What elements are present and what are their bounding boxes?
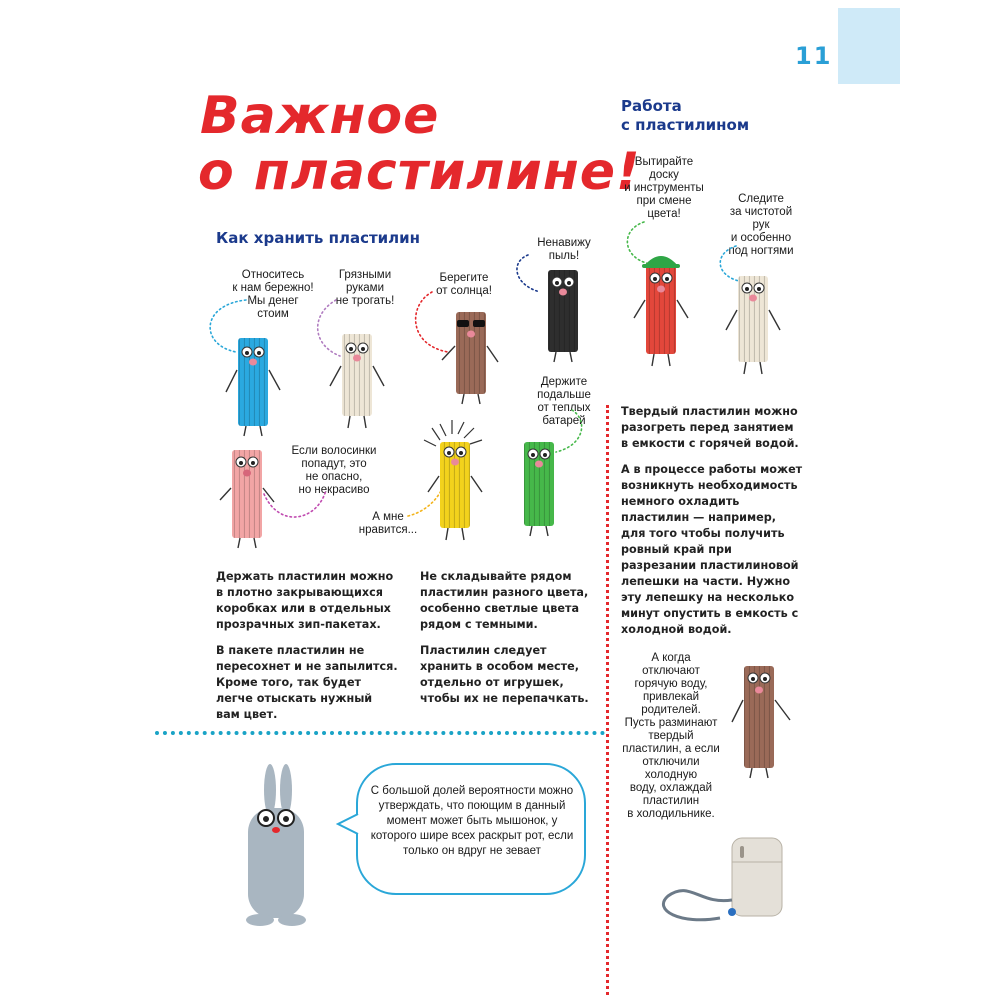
bunny-speech-text: С большой долей вероятности можно утверждать, что поющим в данный момент может быть мышонок, у которого шире всех раскрыт рот, если только он вдруг не зевает xyxy=(370,785,574,857)
stick-yellow xyxy=(424,420,482,540)
stick-brown xyxy=(442,312,498,404)
stick-pink xyxy=(220,450,274,548)
storage-right-para-1: Не складывайте рядом пластилин разного цвета, особенно светлые цвета рядом с темными. xyxy=(420,570,589,631)
stick-white-hands xyxy=(726,276,780,374)
title-line-2: о пластилине! xyxy=(198,142,641,202)
horizontal-divider xyxy=(155,731,605,735)
storage-heading: Как хранить пластилин xyxy=(216,229,421,247)
storage-left-para-1: Держать пластилин можно в плотно закрывающихся коробках или в отдельных прозрачных зип-пакетах. xyxy=(216,570,394,631)
work-heading-line-1: Работа xyxy=(621,97,682,115)
stick-blue xyxy=(226,338,280,436)
bubble-green: Держите подальше от теплых батарей xyxy=(537,376,591,427)
storage-left-para-2: В пакете пластилин не пересохнет и не запылится. Кроме того, так будет легче отыскать нужный вам цвет. xyxy=(216,644,398,721)
vertical-divider xyxy=(606,405,609,995)
bubble-white: Грязными руками не трогать! xyxy=(335,269,395,307)
storage-text-right xyxy=(420,569,600,717)
work-text xyxy=(621,404,803,648)
bubble-blue: Относитесь к нам бережно! Мы денег стоим xyxy=(232,269,314,320)
work-para-2: А в процессе работы может возникнуть необходимость немного охладить пластилин — например, для того чтобы получить ровный край при разрезании пластилиновой лепешки на части. Нужно эту лепешку на несколько минут опустить в емкость с холодной водой. xyxy=(621,463,803,636)
page-number: 11 xyxy=(795,42,833,70)
bubble-fridge: А когда отключают горячую воду, привлекай родителей. Пусть разминают твердый пластилин, а если отключили холодную воду, охлаждай пластилин в холодильнике. xyxy=(622,652,720,820)
work-heading-line-2: с пластилином xyxy=(621,116,750,134)
bubble-black: Ненавижу пыль! xyxy=(537,237,591,262)
bubble-hands: Следите за чистотой рук и особенно под ногтями xyxy=(728,193,794,257)
storage-right-para-2: Пластилин следует хранить в особом месте, отдельно от игрушек, чтобы их не перепачкать. xyxy=(420,644,589,705)
bunny-character xyxy=(246,764,306,926)
speech-bubble-tail xyxy=(336,812,366,836)
work-para-1: Твердый пластилин можно разогреть перед занятием в емкости с горячей водой. xyxy=(621,405,799,450)
stick-green xyxy=(524,442,554,536)
stick-black xyxy=(548,270,578,362)
bubble-pink: Если волосинки попадут, это не опасно, но некрасиво xyxy=(291,445,377,496)
storage-text-left xyxy=(216,569,398,733)
fridge-illustration xyxy=(663,838,782,920)
title-line-1: Важное xyxy=(200,86,440,146)
stick-white xyxy=(330,334,384,428)
bubble-yellow: А мне нравится... xyxy=(358,511,418,536)
stick-red xyxy=(634,256,688,366)
bubble-wipe: Вытирайте доску и инструменты при смене цвета! xyxy=(624,156,704,220)
bubble-brown: Берегите от солнца! xyxy=(436,272,492,297)
stick-brown-fridge xyxy=(732,666,790,778)
